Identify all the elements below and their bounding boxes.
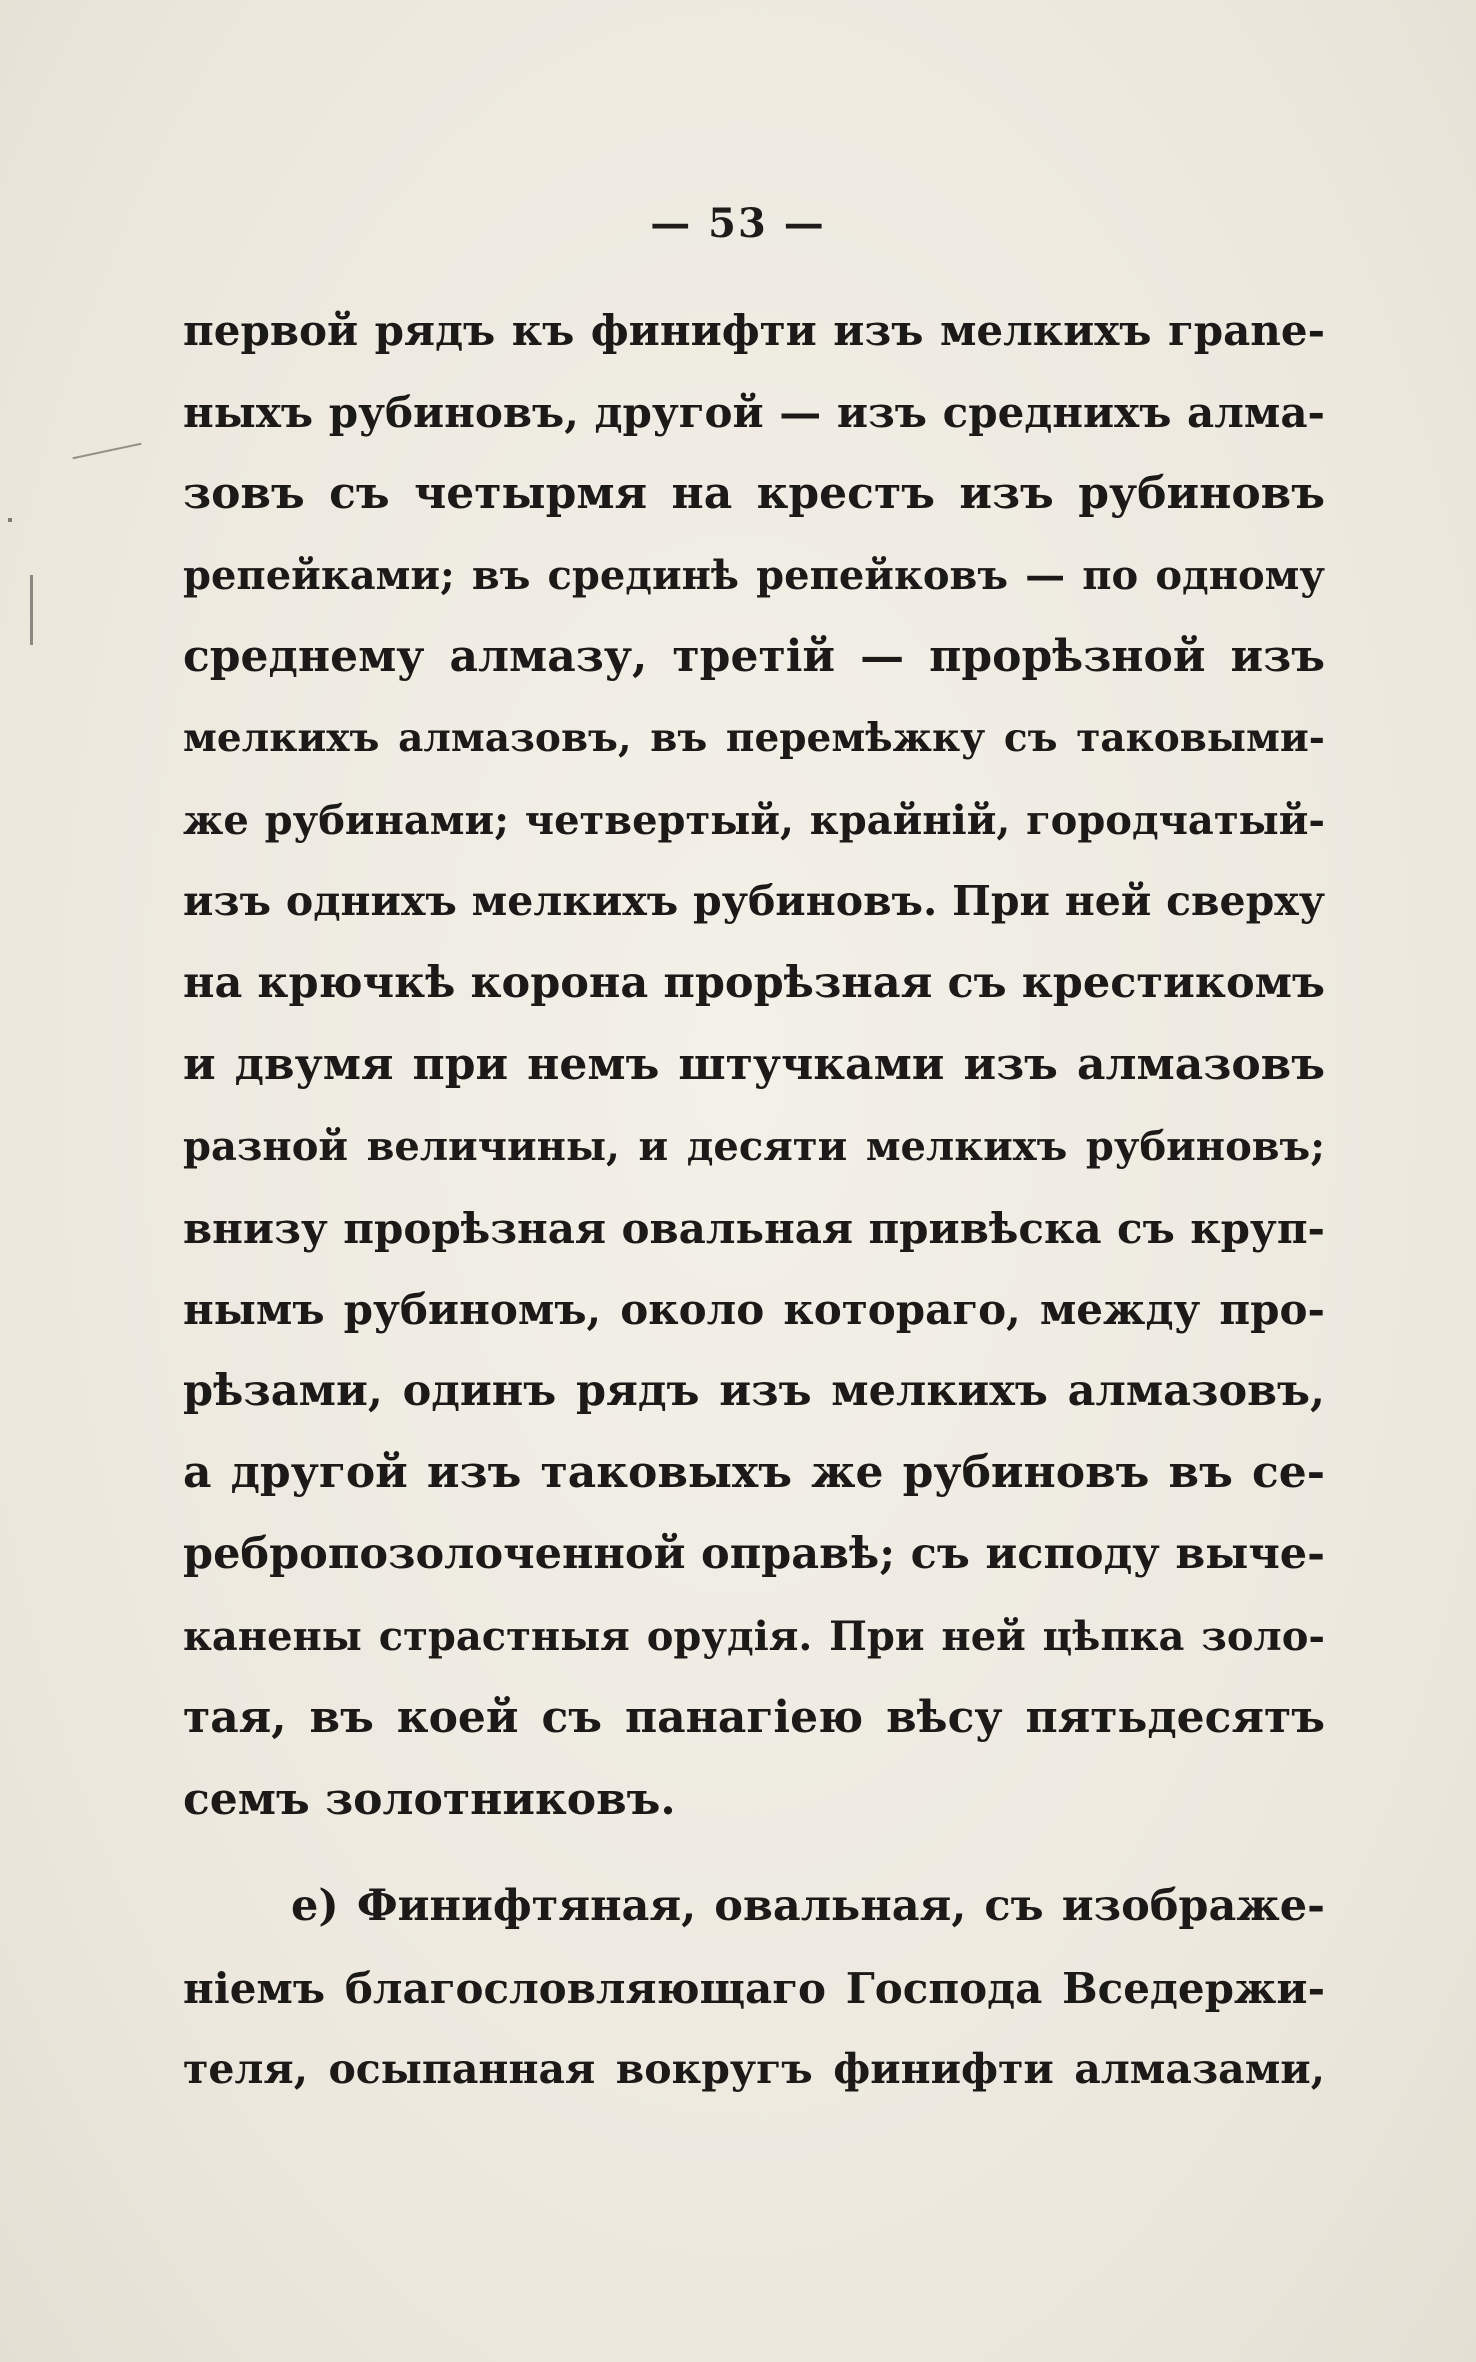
page-number: — 53 — bbox=[650, 200, 826, 247]
text-line: зовъ съ четырмя на крестъ изъ рубиновъ bbox=[183, 468, 1325, 520]
text-line: среднему алмазу, третій — прорѣзной изъ bbox=[183, 631, 1325, 683]
text-line: тая, въ коей съ панагіею вѣсу пятьдесятъ bbox=[183, 1692, 1325, 1744]
text-line: теля, осыпанная вокругъ финифти алмазами, bbox=[183, 2045, 1325, 2094]
text-line: нымъ рубиномъ, около котораго, между про- bbox=[183, 1285, 1325, 1335]
text-line: канены страстныя орудія. При ней цѣпка золо- bbox=[183, 1612, 1325, 1660]
text-line: на крючкѣ корона прорѣзная съ крестикомъ bbox=[183, 957, 1325, 1008]
margin-mark bbox=[8, 518, 12, 522]
text-line: первой рядъ къ финифти изъ мелкихъ грane- bbox=[183, 306, 1325, 355]
text-line: ніемъ благословляющаго Господа Вседержи- bbox=[183, 1963, 1325, 2013]
paragraph-gap bbox=[183, 1840, 1325, 1866]
margin-mark bbox=[73, 443, 142, 460]
text-line: мелкихъ алмазовъ, въ перемѣжку съ таковыми- bbox=[183, 714, 1325, 761]
body-text bbox=[183, 290, 1325, 2111]
text-line: репейками; въ срединѣ репейковъ — по одному bbox=[183, 551, 1325, 599]
text-line: е) Финифтяная, овальная, съ изображе- bbox=[291, 1881, 1325, 1932]
text-line: разной величины, и десяти мелкихъ рубиновъ; bbox=[183, 1122, 1325, 1170]
paragraph-1 bbox=[183, 290, 1325, 1840]
text-line: внизу прорѣзная овальная привѣска съ круп- bbox=[183, 1203, 1325, 1253]
text-line: и двумя при немъ штучками изъ алмазовъ bbox=[183, 1039, 1325, 1091]
text-line: рѣзами, одинъ рядъ изъ мелкихъ алмазовъ, bbox=[183, 1365, 1325, 1416]
text-line: ныхъ рубиновъ, другой — изъ среднихъ алма- bbox=[183, 387, 1325, 437]
paragraph-2 bbox=[183, 1866, 1325, 2111]
text-line: же рубинами; четвертый, крайній, городчатый- bbox=[183, 796, 1325, 844]
text-line: ребропозолоченной оправѣ; съ исподу выче- bbox=[183, 1528, 1325, 1579]
text-line: изъ однихъ мелкихъ рубиновъ. При ней сверху bbox=[183, 877, 1325, 926]
text-line: семъ золотниковъ. bbox=[183, 1773, 676, 1825]
text-line: а другой изъ таковыхъ же рубиновъ въ се- bbox=[183, 1447, 1325, 1499]
margin-mark bbox=[30, 575, 33, 645]
